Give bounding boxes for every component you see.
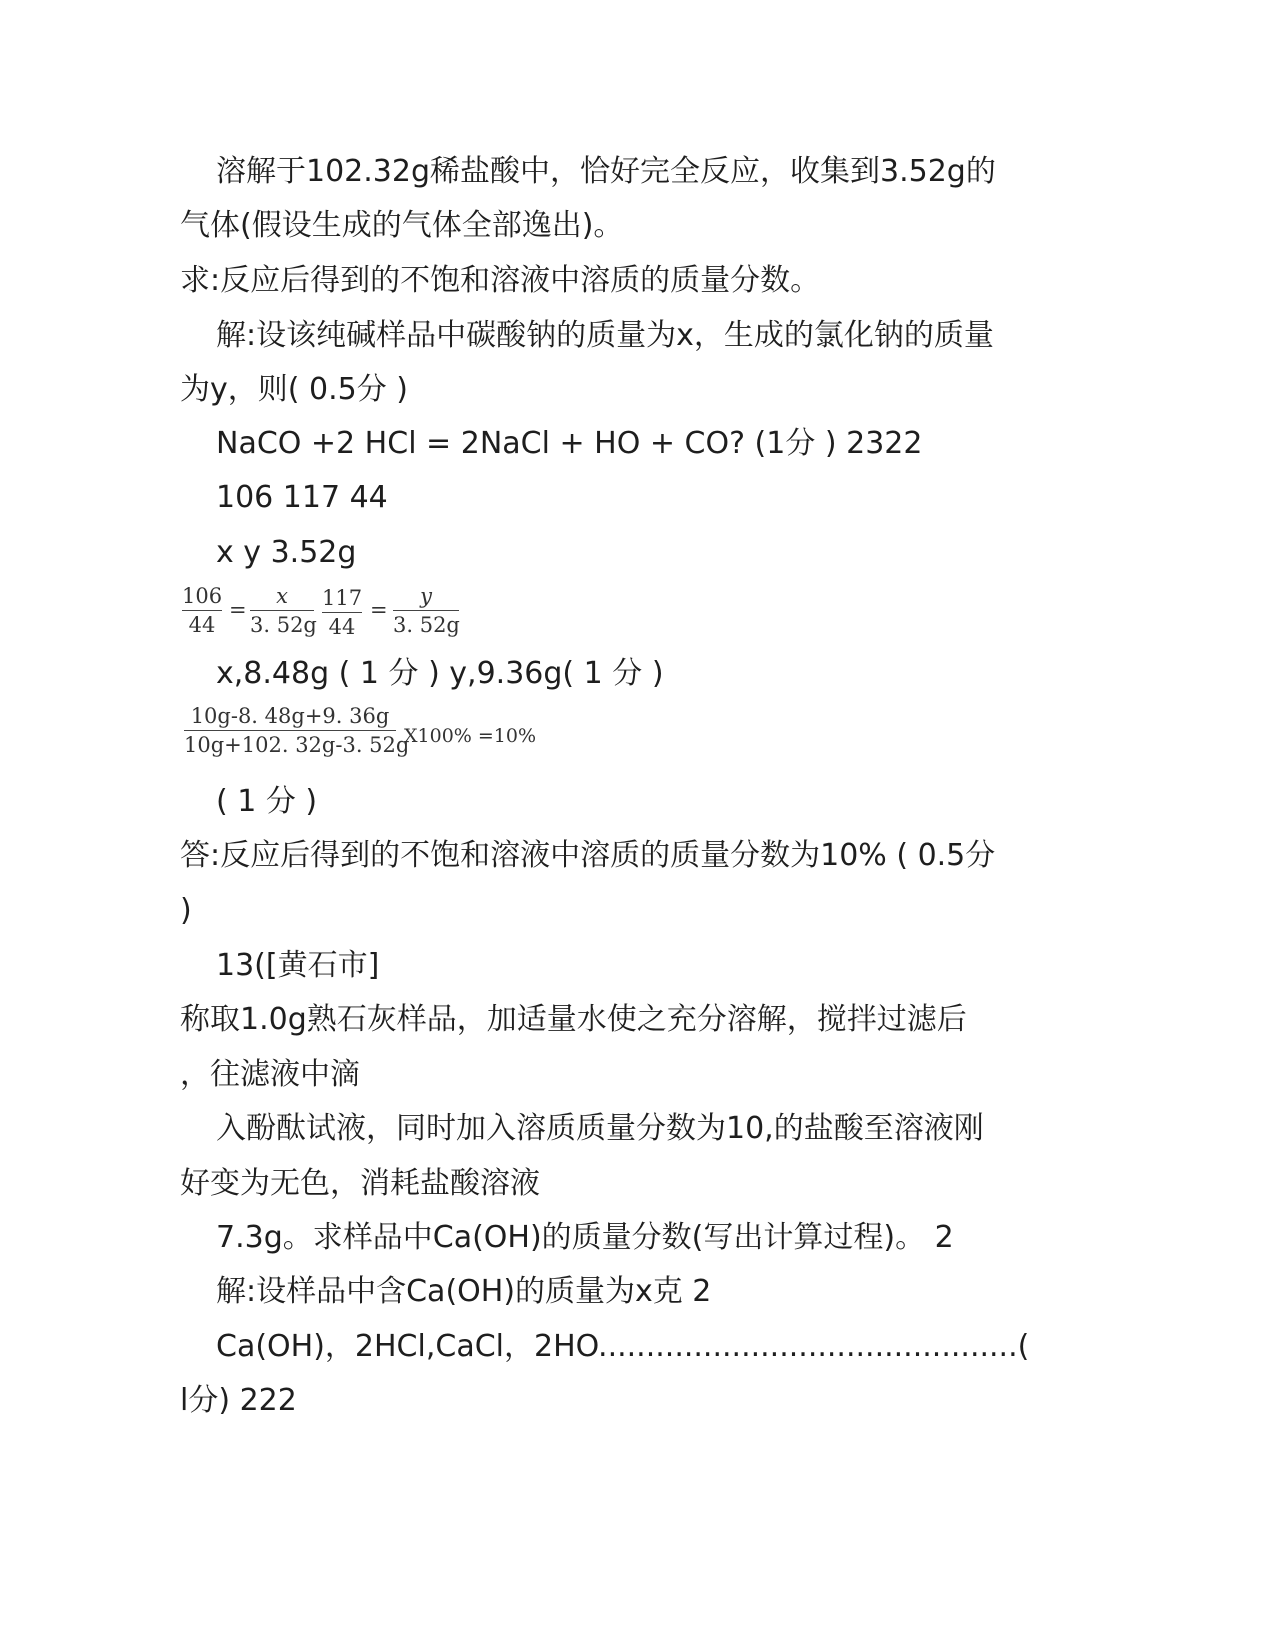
text-line: 溶解于102.32g稀盐酸中，恰好完全反应，收集到3.52g的 [216,154,996,189]
text-line: x y 3.52g [216,535,357,570]
text-line: l分) 222 [180,1383,297,1418]
denominator: 44 [188,613,216,637]
equals-sign: = [229,598,247,622]
fraction-bar [393,610,459,611]
text-line: 好变为无色，消耗盐酸溶液 [180,1166,540,1201]
text-line: x,8.48g ( 1 分 ) y,9.36g( 1 分 ) [216,656,664,691]
numerator: 10g-8. 48g+9. 36g [190,704,390,728]
denominator: 3. 52g [393,613,460,637]
text-line: 入酚酞试液，同时加入溶质质量分数为10,的盐酸至溶液刚 [216,1111,984,1146]
text-line: 106 117 44 [216,480,388,515]
text-line: 称取1.0g熟石灰样品，加适量水使之充分溶解，搅拌过滤后 [180,1002,967,1037]
fraction [322,586,362,639]
chemical-equation-line: NaCO +2 HCl = 2NaCl + HO + CO? (1分 ) 2322 [216,426,923,461]
text-line: 解:设该纯碱样品中碳酸钠的质量为x，生成的氯化钠的质量 [216,318,994,353]
text-line: ( 1 分 ) [216,784,318,819]
numerator: x [276,584,288,608]
fraction [184,704,410,757]
denominator: 44 [328,615,356,639]
fraction [393,584,459,637]
fraction-bar [182,610,222,611]
text-line: 解:设样品中含Ca(OH)的质量为x克 2 [216,1274,712,1309]
numerator: y [420,584,432,608]
chemical-equation-line: Ca(OH)，2HCl,CaCl，2HO............................................( [216,1329,1030,1364]
percentage-result: X100% =10% [404,725,537,747]
fraction [250,584,317,637]
text-line: 为y，则( 0.5分 ) [180,372,408,407]
fraction-bar [184,730,396,731]
text-line: ，往滤液中滴 [180,1057,360,1092]
text-line: 7.3g。求样品中Ca(OH)的质量分数(写出计算过程)。 2 [216,1220,954,1255]
text-line: 答:反应后得到的不饱和溶液中溶质的质量分数为10% ( 0.5分 [180,838,996,873]
fraction-bar [250,610,314,611]
numerator: 117 [322,586,363,610]
fraction-bar [322,612,362,613]
numerator: 106 [182,584,223,608]
text-line: ) [180,893,192,928]
equals-sign: = [370,598,388,622]
text-line: 气体(假设生成的气体全部逸出)。 [180,208,624,243]
fraction [182,584,222,637]
question-heading: 13([黄石市] [216,948,380,983]
text-line: 求:反应后得到的不饱和溶液中溶质的质量分数。 [180,263,821,298]
denominator: 3. 52g [250,613,317,637]
denominator: 10g+102. 32g-3. 52g [184,733,410,757]
